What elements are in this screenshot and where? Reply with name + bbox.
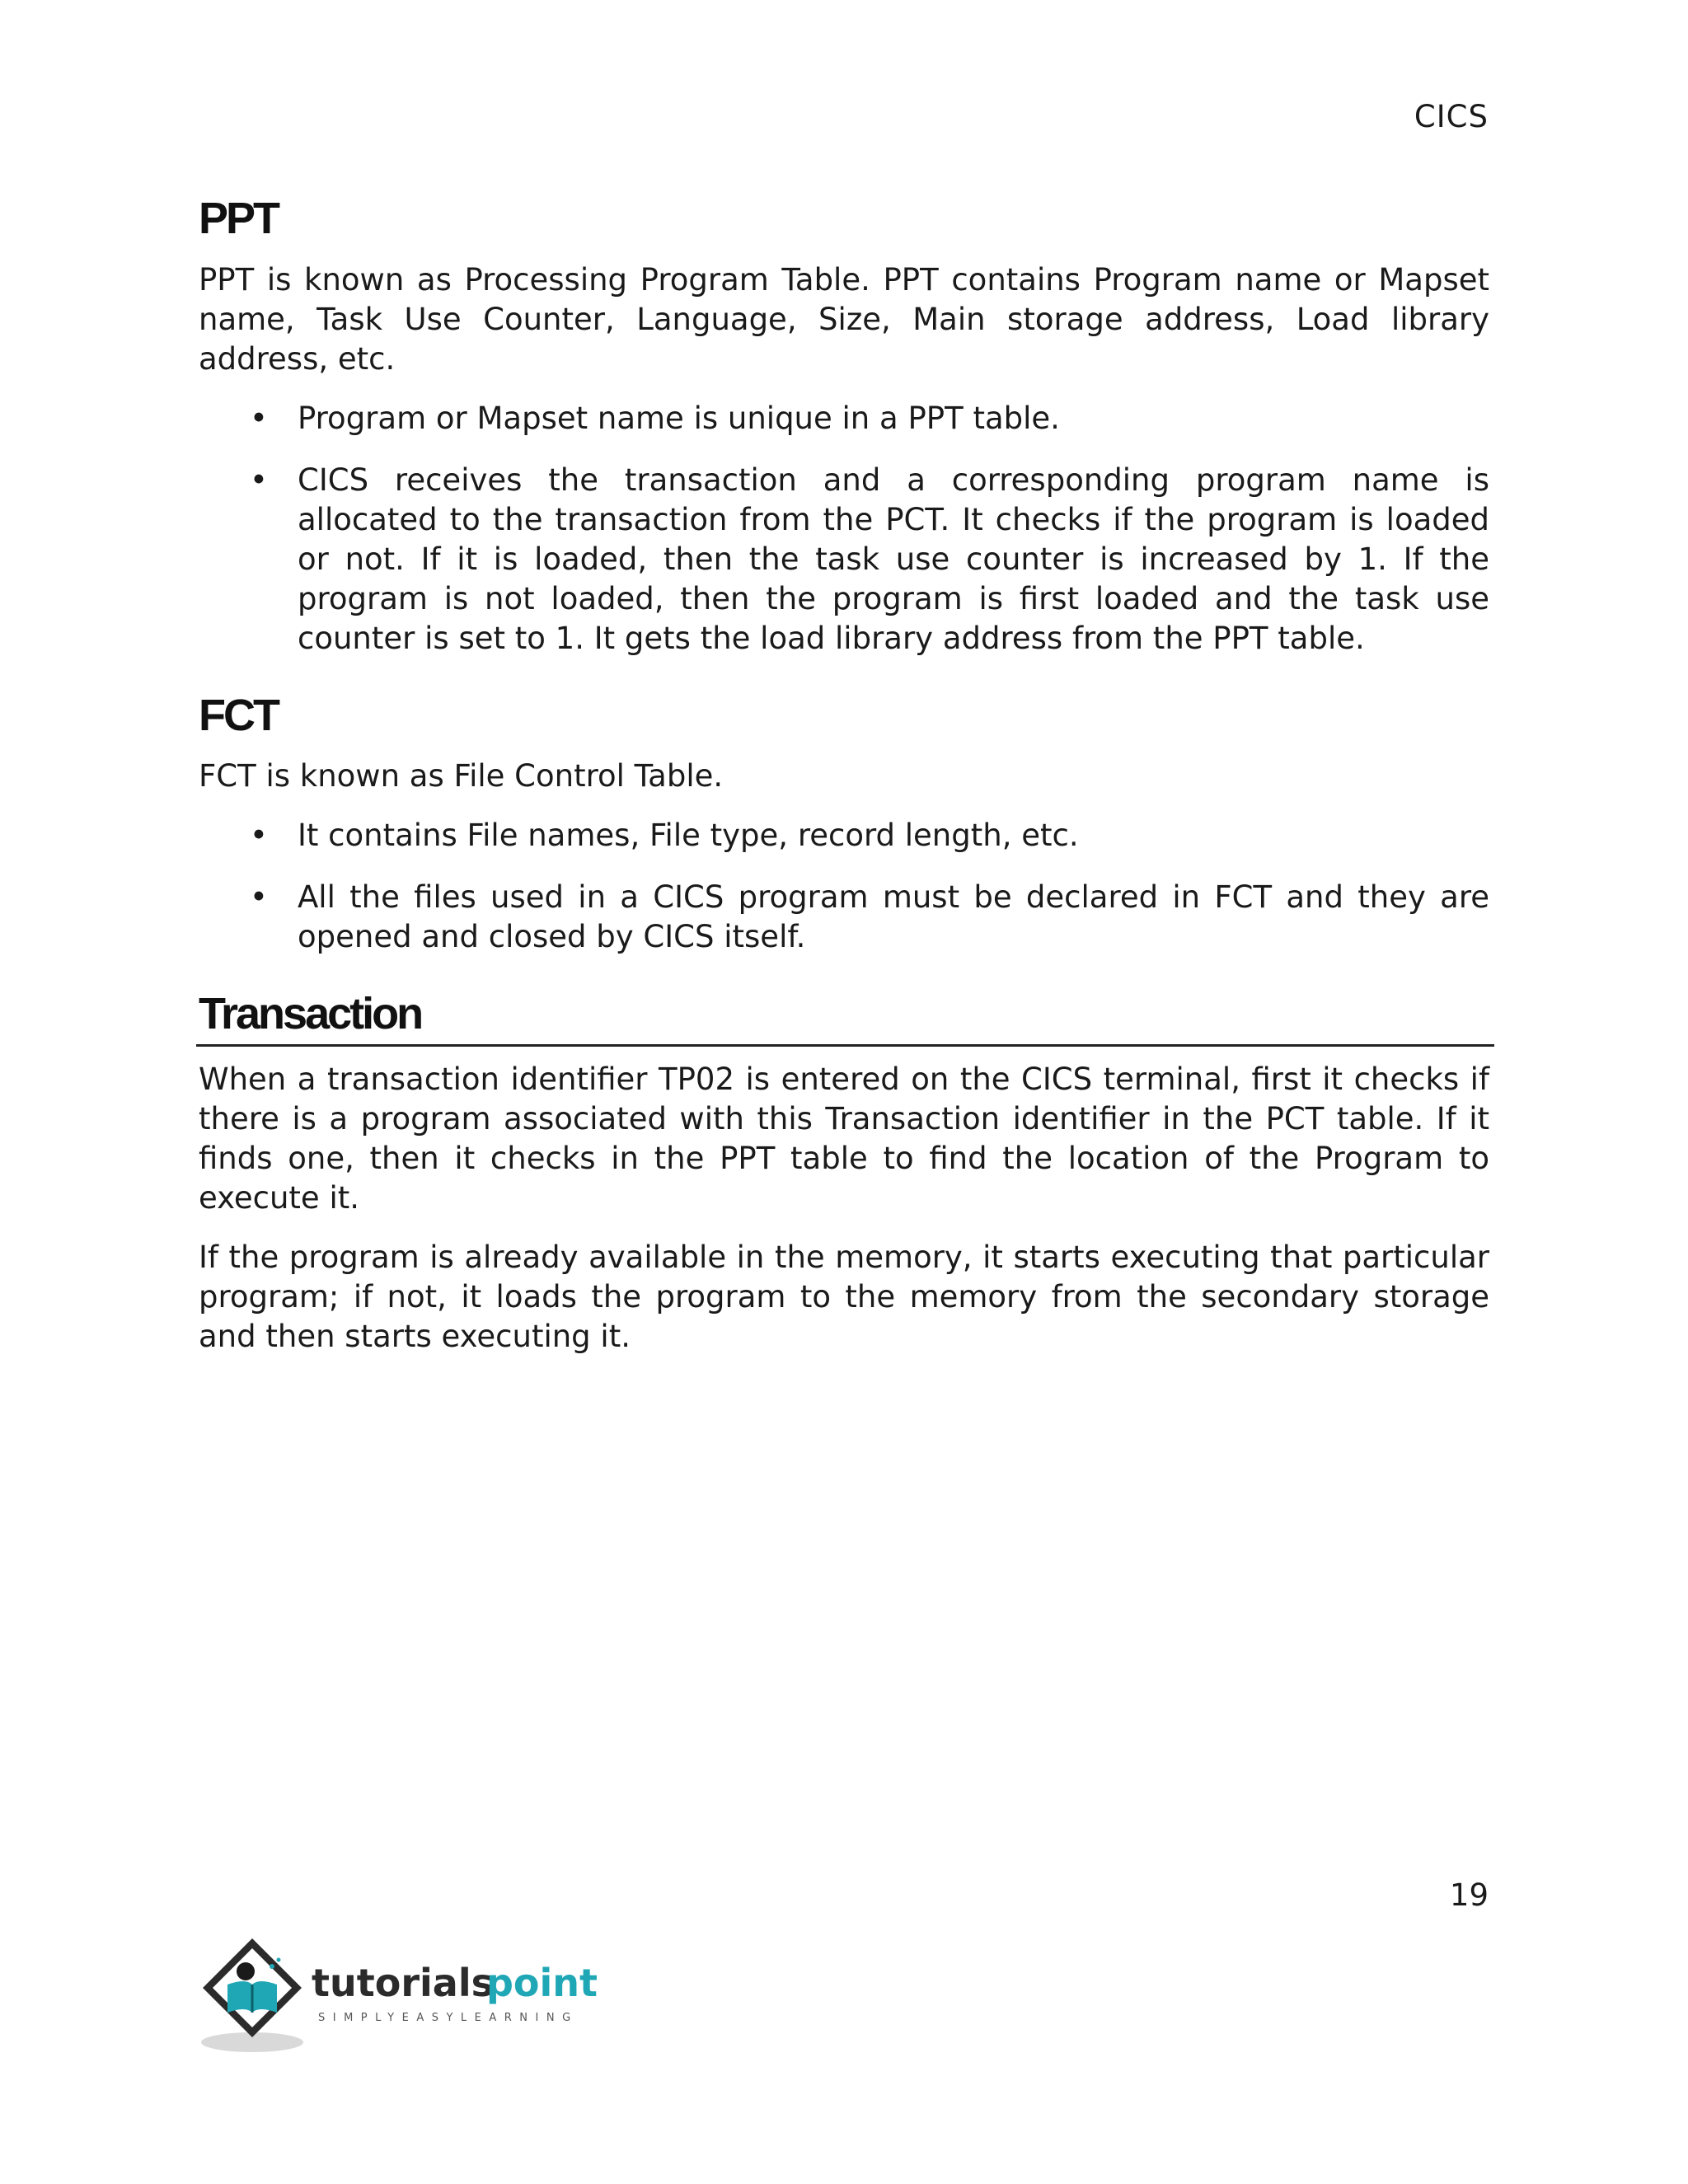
document-body (199, 191, 1489, 1386)
running-header: CICS (1414, 99, 1489, 134)
bullet-icon: • (250, 400, 268, 436)
bullet-list (199, 816, 1489, 957)
section-heading: PPT (199, 194, 279, 243)
logo-wordmark-part1: tutorials (312, 1961, 494, 2005)
section-heading: Transaction (196, 987, 1494, 1047)
logo-mark-icon (196, 1933, 625, 2057)
bullet-icon: • (250, 879, 268, 915)
bullet-icon: • (250, 462, 268, 498)
section-transaction (199, 987, 1489, 1357)
section-ppt (199, 191, 1489, 658)
page-number: 19 (1449, 1877, 1489, 1913)
list-item-text: CICS receives the transaction and a corresponding program name is allocated to the transaction from the PCT. It checks if the program is loaded or not. If it is loaded, then the task use counter is increased by 1. If the program is not loaded, then the program is first loaded and the task use counter is set to 1. It gets the load library address from the PPT table. (298, 462, 1489, 656)
list-item-text: It contains File names, File type, record length, etc. (298, 818, 1079, 853)
bullet-icon: • (250, 818, 268, 853)
body-paragraph: When a transaction identifier TP02 is entered on the CICS terminal, first it checks if there is a program associated with this Transaction identifier in the PCT table. If it finds one, then it checks in the PPT table to find the location of the Program to execute it. (199, 1061, 1489, 1216)
list-item-text: All the files used in a CICS program must be declared in FCT and they are opened and closed by CICS itself. (298, 879, 1489, 954)
section-heading: FCT (199, 690, 278, 740)
section-intro: FCT is known as File Control Table. (199, 758, 724, 794)
logo-wordmark-part2: point (486, 1961, 598, 2005)
tutorialspoint-logo (196, 1933, 625, 2057)
list-item (199, 461, 1489, 658)
body-paragraph: If the program is already available in the memory, it starts executing that particular program; if not, it loads the program to the memory from the secondary storage and then starts executing it. (199, 1239, 1489, 1354)
list-item (199, 399, 1489, 438)
list-item-text: Program or Mapset name is unique in a PPT table. (298, 400, 1060, 436)
list-item (199, 816, 1489, 855)
section-intro: PPT is known as Processing Program Table. PPT contains Program name or Mapset name, Task Use Counter, Language, Size, Main storage address, Load library address, etc. (199, 261, 1489, 377)
list-item (199, 878, 1489, 957)
bullet-list (199, 399, 1489, 658)
logo-tagline: SIMPLYEASYLEARNING (318, 2012, 579, 2024)
section-fct (199, 688, 1489, 958)
